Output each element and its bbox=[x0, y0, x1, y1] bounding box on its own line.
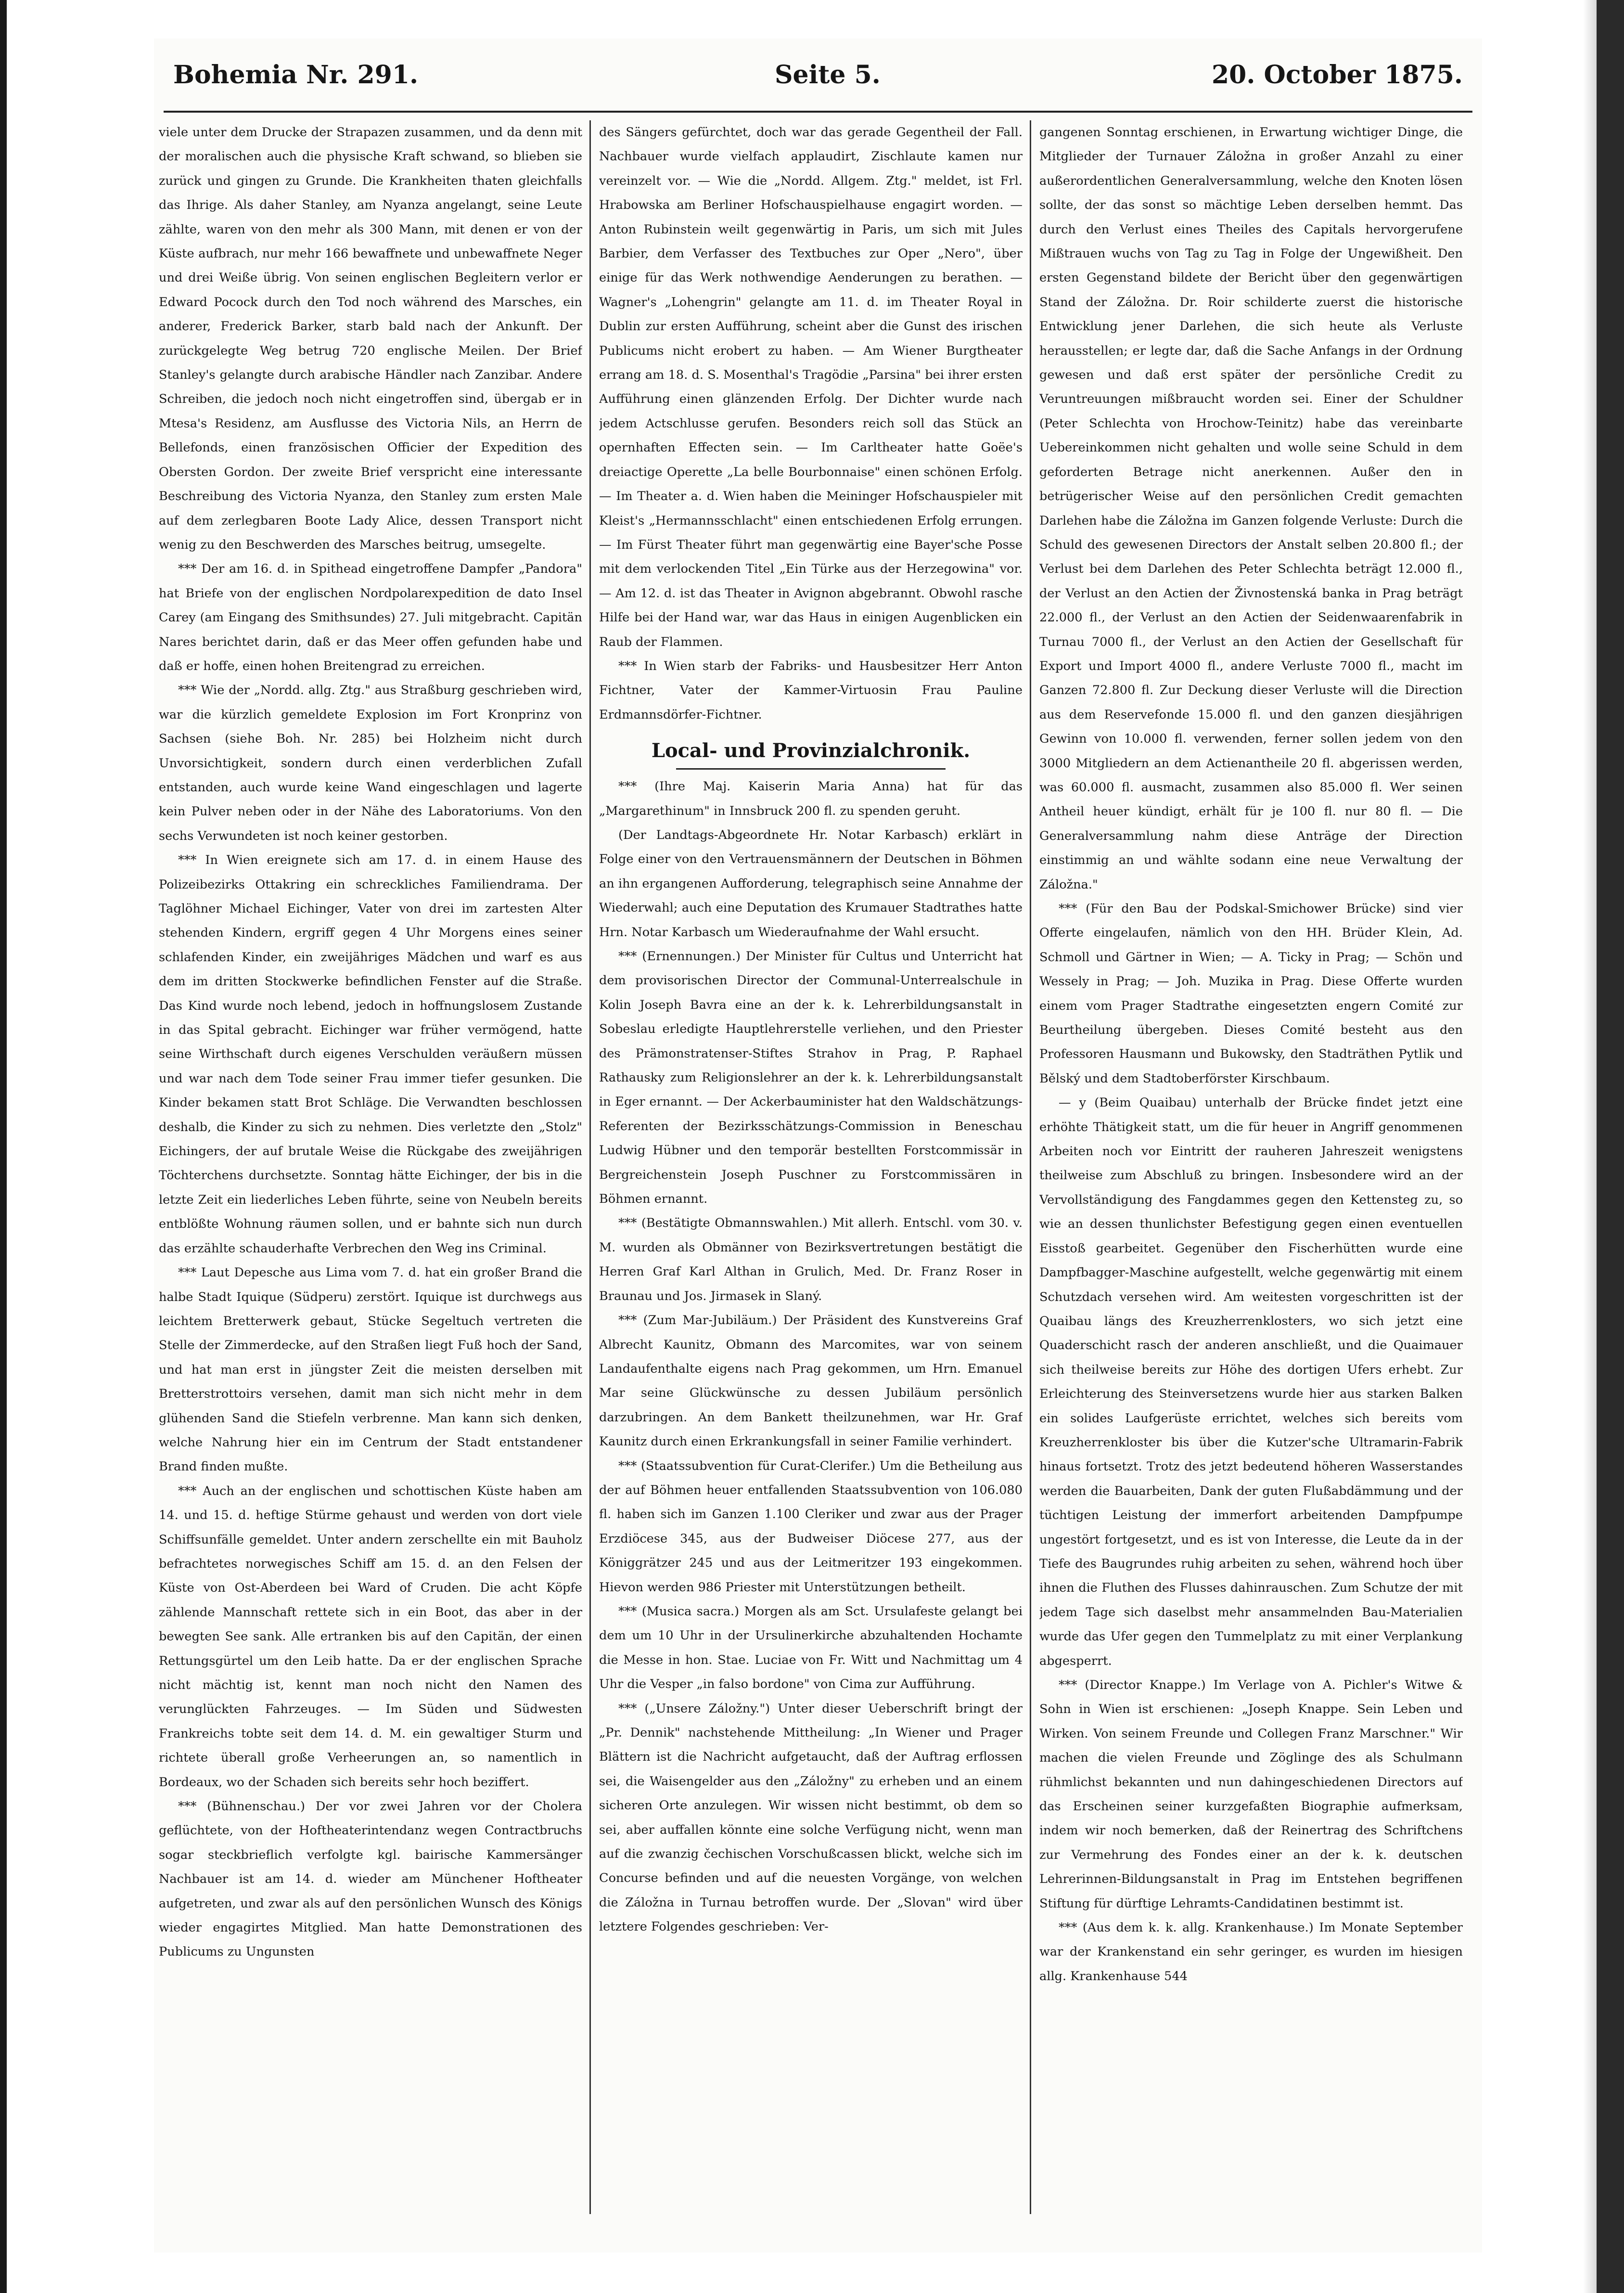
article-paragraph: *** Auch an der englischen und schottischen Küste haben am 14. und 15. d. heftige Stürme gehaust und werden von dort viele Schiffsunfälle gemeldet. Unter andern zerschellte ein mit Bauholz befrachtetes norwegisches Schiff am 15. d. an den Felsen der Küste von Ost-Aberdeen bei Ward of Cruden. Die acht Köpfe zählende Mannschaft rettete sich in ein Boot, das aber in der bewegten See sank. Alle ertranken bis auf den Capitän, der einen Rettungsgürtel um den Leib hatte. Da er der englischen Sprache nicht mächtig ist, kennt man noch nicht den Namen des verunglückten Fahrzeuges. — Im Süden und Südwesten Frankreichs tobte seit dem 14. d. M. ein gewaltiger Sturm und richtete überall große Verheerungen an, so namentlich in Bordeaux, wo der Schaden sich bereits sehr hoch beziffert. bbox=[159, 1483, 582, 1790]
article-paragraph: *** (Staatssubvention für Curat-Clerifer.) Um die Betheilung aus der auf Böhmen heuer entfallenden Staatssubvention von 106.080 fl. haben sich im Ganzen 1.100 Cleriker und zwar aus der Prager Erzdiöcese 345, aus der Budweiser Diöcese 277, aus der Königgrätzer 245 und aus der Leitmeritzer 193 eingekommen. Hievon werden 986 Priester mit Unterstützungen betheilt. bbox=[599, 1458, 1023, 1595]
article-paragraph: *** (Musica sacra.) Morgen als am Sct. Ursulafeste gelangt bei dem um 10 Uhr in der Ursulinerkirche abzuhaltenden Hochamte die Messe in hon. Stae. Luciae von Fr. Witt und Nachmittag um 4 Uhr die Vesper „in falso bordone" von Cima zur Aufführung. bbox=[599, 1604, 1023, 1692]
article-paragraph: *** Laut Depesche aus Lima vom 7. d. hat ein großer Brand die halbe Stadt Iquique (Südperu) zerstört. Iquique ist durchwegs aus leichtem Bretterwerk gebaut, Stücke Segeltuch vertreten die Stelle der Zimmerdecke, auf den Straßen liegt Fuß hoch der Sand, und hat man erst in jüngster Zeit die meisten derselben mit Bretterstrottoirs versehen, damit man sich nicht mehr in dem glühenden Sand die Stiefeln verbrenne. Man kann sich denken, welche Nahrung hier ein im Centrum der Stadt entstandener Brand finden mußte. bbox=[159, 1265, 582, 1474]
column-rule bbox=[589, 120, 591, 2214]
header-date: 20. October 1875. bbox=[1211, 60, 1463, 90]
article-paragraph: viele unter dem Drucke der Strapazen zusammen, und da denn mit der moralischen auch die physische Kraft schwand, so blieben sie zurück und gingen zu Grunde. Die Krankheiten thaten gleichfalls das Ihrige. Als daher Stanley, am Nyanza angelangt, seine Leute zählte, waren von den mehr als 300 Mann, mit denen er von der Küste aufbrach, nur mehr 166 bewaffnete und unbewaffnete Neger und drei Weiße übrig. Von seinen englischen Begleitern verlor er Edward Pocock durch den Tod noch während des Marsches, ein anderer, Frederick Barker, starb bald nach der Ankunft. Der zurückgelegte Weg betrug 720 englische Meilen. Der Brief Stanley's gelangte durch arabische Händler nach Zanzibar. Andere Schreiben, die jedoch noch nicht eingetroffen sind, übergab er in Mtesa's Residenz, am Ausflusse des Victoria Nils, an Herrn de Bellefonds, einen französischen Officier der Expedition des Obersten Gordon. Der zweite Brief verspricht eine interessante Beschreibung des Victoria Nyanza, den Stanley zum ersten Male auf dem zerlegbaren Boote Lady Alice, dessen Transport nicht wenig zu den Beschwerden des Marsches beitrug, umsegelte. bbox=[159, 125, 582, 552]
article-paragraph: — y (Beim Quaibau) unterhalb der Brücke findet jetzt eine erhöhte Thätigkeit statt, um die für heuer in Angriff genommenen Arbeiten noch vor Eintritt der rauheren Jahreszeit wenigstens theilweise zum Abschluß zu bringen. Insbesondere wird an der Vervollständigung des Fangdammes gegen den Kettensteg zu, so wie an dessen thunlichster Befestigung gegen einen eventuellen Eisstoß gearbeitet. Gegenüber den Fischerhütten wurde eine Dampfbagger-Maschine aufgestellt, welche gegenwärtig mit einem Schutzdach versehen wird. Am weitesten vorgeschritten ist der Quaibau längs des Kreuzherrenklosters, wo sich jetzt eine Quaderschicht rasch der anderen anschließt, und die Quaimauer sich theilweise bereits zur Höhe des dortigen Ufers erhebt. Zur Erleichterung des Steinversetzens wurde hier aus starken Balken ein solides Laufgerüste errichtet, welches sich bereits vom Kreuzherrenkloster bis über die Kutzer'sche Ultramarin-Fabrik hinaus fortsetzt. Trotz des jetzt bedeutend höheren Wasserstandes werden die Bauarbeiten, Dank der guten Flußabdämmung und der tüchtigen Leistung der immerfort arbeitenden Dampfpumpe ungestört fortgesetzt, und es ist von Interesse, die Leute da in der Tiefe des Baugrundes ruhig arbeiten zu sehen, während hoch über ihnen die Fluthen des Flusses dahinrauschen. Zum Schutze der mit jedem Tage sich daselbst mehr ansammelnden Bau-Materialien wurde das Ufer gegen den Tummelplatz zu mit einer Verplankung abgesperrt. bbox=[1039, 1095, 1463, 1668]
article-paragraph: des Sängers gefürchtet, doch war das gerade Gegentheil der Fall. Nachbauer wurde vielfach applaudirt, Zischlaute kamen nur vereinzelt vor. — Wie die „Nordd. Allgem. Ztg." meldet, ist Frl. Hrabowska am Berliner Hofschauspielhause engagirt worden. — Anton Rubinstein weilt gegenwärtig in Paris, um sich mit Jules Barbier, dem Verfasser des Textbuches zur Oper „Nero", über einige für das Werk nothwendige Aenderungen zu berathen. — Wagner's „Lohengrin" gelangte am 11. d. im Theater Royal in Dublin zur ersten Aufführung, scheint aber die Gunst des irischen Publicums nicht erobert zu haben. — Am Wiener Burgtheater errang am 18. d. S. Mosenthal's Tragödie „Parsina" bei ihrer ersten Aufführung einen glänzenden Erfolg. Der Dichter wurde nach jedem Actschlusse gerufen. Besonders reich soll das Stück an opernhaften Effecten sein. — Im Carltheater hatte Goëe's dreiactige Operette „La belle Bourbonnaise" einen schönen Erfolg. — Im Theater a. d. Wien haben die Meininger Hofschauspieler mit Kleist's „Hermannsschlacht" einen entschiedenen Erfolg errungen. — Im Fürst Theater führt man gegenwärtig eine Bayer'sche Posse mit dem verlockenden Titel „Ein Türke aus der Herzegowina" vor. — Am 12. d. ist das Theater in Avignon abgebrannt. Obwohl rasche Hilfe bei der Hand war, war das Haus in einigen Augenblicken ein Raub der Flammen. bbox=[599, 125, 1023, 649]
article-paragraph: *** In Wien starb der Fabriks- und Hausbesitzer Herr Anton Fichtner, Vater der Kammer-Virtuosin Frau Pauline Erdmannsdörfer-Fichtner. bbox=[599, 658, 1023, 722]
article-paragraph: *** (Zum Mar-Jubiläum.) Der Präsident des Kunstvereins Graf Albrecht Kaunitz, Obmann des Marcomites, war von seinem Landaufenthalte eigens nach Prag gekommen, um Hrn. Emanuel Mar seine Glückwünsche zu dessen Jubiläum persönlich darzubringen. An dem Bankett theilzunehmen, war Hr. Graf Kaunitz durch einen Erkrankungsfall in seiner Familie verhindert. bbox=[599, 1313, 1023, 1449]
column-rule bbox=[1030, 120, 1031, 2214]
article-paragraph: *** Wie der „Nordd. allg. Ztg." aus Straßburg geschrieben wird, war die kürzlich gemeldete Explosion im Fort Kronprinz von Sachsen (siehe Boh. Nr. 285) bei Holzheim nicht durch Unvorsichtigkeit, sondern durch einen verderblichen Zufall entstanden, auch wurde keine Wand eingeschlagen und lagerte kein Pulver neben oder in der Nähe des Laboratoriums. Von den sechs Verwundeten ist noch keiner gestorben. bbox=[159, 683, 582, 843]
article-paragraph: *** Der am 16. d. in Spithead eingetroffene Dampfer „Pandora" hat Briefe von der englischen Nordpolarexpedition de dato Insel Carey (am Eingang des Smithsundes) 27. Juli mitgebracht. Capitän Nares berichtet darin, daß er das Meer offen gefunden habe und daß er hoffe, einen hohen Breitengrad zu erreichen. bbox=[159, 562, 582, 673]
section-rule bbox=[676, 768, 946, 770]
article-paragraph: *** („Unsere Záložny.") Unter dieser Ueberschrift bringt der „Pr. Dennik" nachstehende Mittheilung: „In Wiener und Prager Blättern ist die Nachricht aufgetaucht, daß der Auftrag erflossen sei, die Waisengelder aus den „Záložny" zu erheben und an einem sicheren Orte anzulegen. Wir wissen nicht bestimmt, ob dem so sei, aber auffallen könnte eine solche Verfügung nicht, wenn man auf die zwanzig čechischen Vorschußcassen blickt, welche sich im Concurse befinden und auf die neuesten Vorgänge, von welchen die Záložna in Turnau betroffen wurde. Der „Slovan" wird über letztere Folgendes geschrieben: Ver- bbox=[599, 1701, 1023, 1934]
section-heading: Local- und Provinzialchronik. bbox=[651, 739, 971, 762]
scan-edge-right bbox=[1597, 0, 1624, 2293]
column-2 bbox=[599, 120, 1023, 2214]
scan-shade bbox=[1583, 0, 1597, 2293]
header-page-number: Seite 5. bbox=[775, 60, 881, 90]
newspaper-page bbox=[154, 39, 1482, 2253]
header-issue: Bohemia Nr. 291. bbox=[173, 60, 419, 90]
article-paragraph: *** (Ihre Maj. Kaiserin Maria Anna) hat für das „Margarethinum" in Innsbruck 200 fl. zu spenden geruht. bbox=[599, 779, 1023, 818]
article-paragraph: (Der Landtags-Abgeordnete Hr. Notar Karbasch) erklärt in Folge einer von den Vertrauensmännern der Deutschen in Böhmen an ihn ergangenen Aufforderung, telegraphisch seine Annahme der Wiederwahl; auch eine Deputation des Krumauer Stadtrathes hatte Hrn. Notar Karbasch um Wiederaufnahme der Wahl ersucht. bbox=[599, 827, 1023, 940]
column-3 bbox=[1039, 120, 1463, 2214]
article-paragraph: *** (Ernennungen.) Der Minister für Cultus und Unterricht hat dem provisorischen Director der Communal-Unterrealschule in Kolin Joseph Bavra eine an der k. k. Lehrerbildungsanstalt in Sobeslau erledigte Hauptlehrerstelle verliehen, und den Priester des Prämonstratenser-Stiftes Strahov in Prag, P. Raphael Rathausky zum Religionslehrer an der k. k. Lehrerbildungsanstalt in Eger ernannt. — Der Ackerbauminister hat den Waldschätzungs-Referenten der Bezirksschätzungs-Commission in Beneschau Ludwig Hübner und den temporär bestellten Forstcommissär in Bergreichenstein Joseph Puschner zu Forstcommissären in Böhmen ernannt. bbox=[599, 949, 1023, 1207]
header-rule bbox=[164, 111, 1472, 113]
column-1 bbox=[159, 120, 582, 2214]
article-paragraph: gangenen Sonntag erschienen, in Erwartung wichtiger Dinge, die Mitglieder der Turnauer Záložna in großer Anzahl zu einer außerordentlichen Generalversammlung, welche den Knoten lösen sollte, der das sonst so mächtige Leben derselben hemmt. Das durch den Verlust eines Theiles des Capitals hervorgerufene Mißtrauen wuchs von Tag zu Tag in Folge der Ungewißheit. Den ersten Gegenstand bildete der Bericht über den gegenwärtigen Stand der Záložna. Dr. Roir schilderte zuerst die historische Entwicklung jener Darlehen, die sich heute als Verluste herausstellen; er legte dar, daß die Sache Anfangs in der Ordnung gewesen und daß erst später der persönliche Credit zu Veruntreuungen mißbraucht worden sei. Einer der Schuldner (Peter Schlechta von Hrochow-Teinitz) habe das vereinbarte Uebereinkommen nicht gehalten und wolle seine Schuld in dem geforderten Betrage nicht anerkennen. Außer den in betrügerischer Weise auf den persönlichen Credit gemachten Darlehen habe die Záložna im Ganzen folgende Verluste: Durch die Schuld des gewesenen Directors der Anstalt selben 20.800 fl.; der Verlust bei dem Darlehen des Peter Schlechta beträgt 12.000 fl., der Verlust an den Actien der Živnostenská banka in Prag beträgt 22.000 fl., der Verlust an den Actien der Seidenwaarenfabrik in Turnau 7000 fl., der Verlust an den Actien der Gesellschaft für Export und Import 4000 fl., andere Verluste 7000 fl., macht im Ganzen 72.800 fl. Zur Deckung dieser Verluste will die Direction aus dem Reservefonde 15.000 fl. und den ganzen diesjährigen Gewinn von 10.000 fl. verwenden, ferner sollen jedem von den 3000 Mitgliedern an dem Actienantheile 20 fl. abgerissen werden, was 60.000 fl. ausmacht, zusammen also 85.000 fl. Wer seinen Antheil heuer kündigt, erhält für je 100 fl. nur 80 fl. — Die Generalversammlung nahm diese Anträge der Direction einstimmig an und wählte sodann eine neue Verwaltung der Záložna." bbox=[1039, 125, 1463, 892]
article-paragraph: *** (Für den Bau der Podskal-Smichower Brücke) sind vier Offerte eingelaufen, nämlich von den HH. Brüder Klein, Ad. Schmoll und Gärtner in Wien; — A. Ticky in Prag; — Schön und Wessely in Prag; — Joh. Muzika in Prag. Diese Offerte wurden einem vom Prager Stadtrathe eingesetzten engern Comité zur Beurtheilung übergeben. Dieses Comité besteht aus den Professoren Hausmann und Bukowsky, den Stadträthen Pytlik und Bělský und dem Stadtoberförster Kirschbaum. bbox=[1039, 902, 1463, 1086]
article-paragraph: *** (Bestätigte Obmannswahlen.) Mit allerh. Entschl. vom 30. v. M. wurden als Obmänner von Bezirksvertretungen bestätigt die Herren Graf Karl Althan in Grulich, Med. Dr. Franz Roser in Braunau und Jos. Jirmasek in Slaný. bbox=[599, 1216, 1023, 1303]
article-paragraph: *** In Wien ereignete sich am 17. d. in einem Hause des Polizeibezirks Ottakring ein schreckliches Familiendrama. Der Taglöhner Michael Eichinger, Vater von drei im zartesten Alter stehenden Kindern, ergriff gegen 4 Uhr Morgens eines seiner schlafenden Kinder, ein zweijähriges Mädchen und warf es aus dem im dritten Stockwerke befindlichen Fenster auf die Straße. Das Kind wurde noch lebend, jedoch in hoffnungslosem Zustande in das Spital gebracht. Eichinger war früher vermögend, hatte seine Wirthschaft durch eigenes Verschulden veräußern müssen und war nach dem Tode seiner Frau immer tiefer gesunken. Die Kinder bekamen statt Brot Schläge. Die Verwandten beschlossen deshalb, die Kinder zu sich zu nehmen. Dies verletzte den „Stolz" Eichingers, der auf brutale Weise die Rückgabe des zweijährigen Töchterchens durchsetzte. Sonntag hätte Eichinger, der bis in die letzte Zeit ein liederliches Leben führte, seine von Neubeln bereits entblößte Wohnung räumen sollen, und er bahnte sich nun durch das erzählte schauderhafte Verbrechen den Weg ins Criminal. bbox=[159, 853, 582, 1256]
page-header bbox=[154, 60, 1482, 113]
article-paragraph: *** (Aus dem k. k. allg. Krankenhause.) Im Monate September war der Krankenstand ein sehr geringer, es wurden im hiesigen allg. Krankenhause 544 bbox=[1039, 1920, 1463, 1984]
article-paragraph: *** (Bühnenschau.) Der vor zwei Jahren vor der Cholera geflüchtete, von der Hoftheaterintendanz wegen Contractbruchs sogar steckbrieflich verfolgte kgl. bairische Kammersänger Nachbauer ist am 14. d. wieder am Münchener Hoftheater aufgetreten, und zwar als auf den persönlichen Wunsch des Königs wieder engagirtes Mitglied. Man hatte Demonstrationen des Publicums zu Ungunsten bbox=[159, 1799, 582, 1959]
article-paragraph: *** (Director Knappe.) Im Verlage von A. Pichler's Witwe & Sohn in Wien ist erschienen: „Joseph Knappe. Sein Leben und Wirken. Von seinem Freunde und Collegen Franz Marschner." Wir machen die vielen Freunde und Zöglinge des als Schulmann rühmlichst bekannten und nun dahingeschiedenen Directors auf das Erscheinen seiner kurzgefaßten Biographie aufmerksam, indem wir noch bemerken, daß der Reinertrag des Schriftchens zur Vermehrung des Fondes einer an der k. k. deutschen Lehrerinnen-Bildungsanstalt in Prag im Entstehen begriffenen Stiftung für dürftige Lehramts-Candidatinen bestimmt ist. bbox=[1039, 1678, 1463, 1911]
scan-edge-left bbox=[0, 0, 7, 2293]
